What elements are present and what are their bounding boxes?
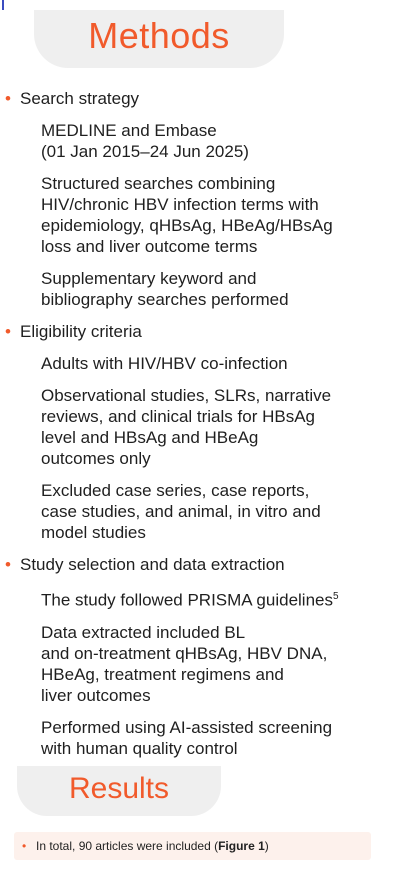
eligibility-item-adults: – Adults with HIV/HBV co-infection xyxy=(41,353,403,374)
section-study-selection: • Study selection and data extraction xyxy=(0,554,403,576)
prisma-text: The study followed PRISMA guidelines xyxy=(41,590,333,610)
eligibility-item-study-types: – Observational studies, SLRs, narrative reviews, and clinical trials for HBsAg level and HBsAg and HBeAg outcomes only xyxy=(41,385,403,469)
methods-title: Methods xyxy=(88,15,230,56)
methods-header xyxy=(34,10,284,68)
results-statement-end: ) xyxy=(264,839,269,853)
search-item-structured: – Structured searches combining HIV/chronic HBV infection terms with epidemiology, qHBsAg, HBeAg/HBsAg loss and liver outcome terms xyxy=(41,173,403,257)
results-statement-text: In total, 90 articles were included ( xyxy=(36,839,219,853)
methods-content xyxy=(0,88,403,770)
figure-1-reference: Figure 1 xyxy=(218,839,265,853)
results-header xyxy=(17,766,221,816)
search-item-databases: – MEDLINE and Embase (01 Jan 2015–24 Jun 2025) xyxy=(41,120,403,162)
results-title: Results xyxy=(68,772,170,805)
eligibility-item-excluded: – Excluded case series, case reports, case studies, and animal, in vitro and model studies xyxy=(41,480,403,543)
selection-item-prisma xyxy=(41,586,403,611)
selection-item-ai-screening: – Performed using AI-assisted screening with human quality control xyxy=(41,717,403,759)
section-eligibility-criteria: • Eligibility criteria xyxy=(0,321,403,343)
selection-item-data-extracted: – Data extracted included BL and on-treatment qHBsAg, HBV DNA, HBeAg, treatment regimens and liver outcomes xyxy=(41,622,403,706)
results-statement xyxy=(14,832,371,860)
page-edge-marker xyxy=(2,0,4,10)
section-search-strategy: • Search strategy xyxy=(0,88,403,110)
prisma-reference: 5 xyxy=(333,591,339,602)
search-item-supplementary: – Supplementary keyword and bibliography searches performed xyxy=(41,268,403,310)
